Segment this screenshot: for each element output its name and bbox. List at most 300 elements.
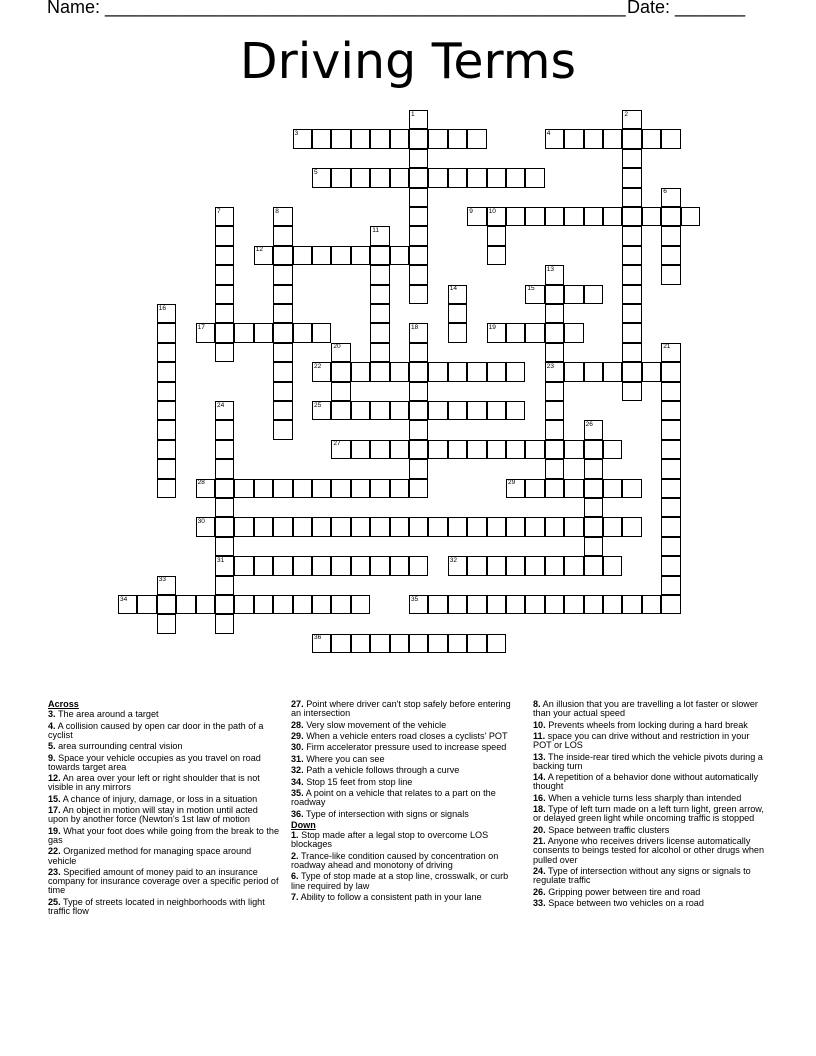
grid-cell[interactable]: [467, 129, 486, 148]
grid-cell[interactable]: [215, 207, 234, 226]
grid-cell[interactable]: [370, 479, 389, 498]
grid-cell[interactable]: [157, 343, 176, 362]
grid-cell[interactable]: [564, 479, 583, 498]
grid-cell[interactable]: [642, 362, 661, 381]
grid-cell[interactable]: [545, 265, 564, 284]
grid-cell[interactable]: [351, 556, 370, 575]
grid-cell[interactable]: [215, 226, 234, 245]
grid-cell[interactable]: [234, 556, 253, 575]
grid-cell[interactable]: [545, 362, 564, 381]
grid-cell[interactable]: [331, 129, 350, 148]
grid-cell[interactable]: [312, 479, 331, 498]
grid-cell[interactable]: [622, 323, 641, 342]
grid-cell[interactable]: [622, 207, 641, 226]
grid-cell[interactable]: [409, 362, 428, 381]
grid-cell[interactable]: [157, 323, 176, 342]
grid-cell[interactable]: [370, 440, 389, 459]
grid-cell[interactable]: [545, 556, 564, 575]
grid-cell[interactable]: [215, 517, 234, 536]
grid-cell[interactable]: [157, 382, 176, 401]
grid-cell[interactable]: [603, 129, 622, 148]
grid-cell[interactable]: [661, 517, 680, 536]
grid-cell[interactable]: [409, 634, 428, 653]
grid-cell[interactable]: [273, 285, 292, 304]
grid-cell[interactable]: [351, 440, 370, 459]
grid-cell[interactable]: [545, 459, 564, 478]
grid-cell[interactable]: [370, 634, 389, 653]
date-field-label[interactable]: Date: _______: [627, 0, 746, 17]
grid-cell[interactable]: [584, 440, 603, 459]
grid-cell[interactable]: [409, 382, 428, 401]
grid-cell[interactable]: [506, 479, 525, 498]
grid-cell[interactable]: [390, 246, 409, 265]
grid-cell[interactable]: [448, 556, 467, 575]
grid-cell[interactable]: [467, 634, 486, 653]
grid-cell[interactable]: [273, 401, 292, 420]
grid-cell[interactable]: [273, 304, 292, 323]
grid-cell[interactable]: [506, 207, 525, 226]
grid-cell[interactable]: [215, 343, 234, 362]
grid-cell[interactable]: [428, 440, 447, 459]
grid-cell[interactable]: [215, 401, 234, 420]
grid-cell[interactable]: [331, 382, 350, 401]
grid-cell[interactable]: [215, 595, 234, 614]
grid-cell[interactable]: [448, 634, 467, 653]
grid-cell[interactable]: [157, 479, 176, 498]
grid-cell[interactable]: [487, 556, 506, 575]
grid-cell[interactable]: [390, 401, 409, 420]
grid-cell[interactable]: [390, 634, 409, 653]
grid-cell[interactable]: [428, 168, 447, 187]
grid-cell[interactable]: [215, 323, 234, 342]
grid-cell[interactable]: [293, 595, 312, 614]
grid-cell[interactable]: [370, 401, 389, 420]
grid-cell[interactable]: [273, 595, 292, 614]
grid-cell[interactable]: [584, 285, 603, 304]
grid-cell[interactable]: [661, 382, 680, 401]
grid-cell[interactable]: [487, 168, 506, 187]
grid-cell[interactable]: [331, 168, 350, 187]
grid-cell[interactable]: [506, 323, 525, 342]
grid-cell[interactable]: [448, 304, 467, 323]
grid-cell[interactable]: [467, 595, 486, 614]
grid-cell[interactable]: [215, 556, 234, 575]
grid-cell[interactable]: [467, 401, 486, 420]
grid-cell[interactable]: [409, 343, 428, 362]
grid-cell[interactable]: [428, 517, 447, 536]
grid-cell[interactable]: [545, 304, 564, 323]
grid-cell[interactable]: [157, 459, 176, 478]
grid-cell[interactable]: [642, 129, 661, 148]
grid-cell[interactable]: [525, 285, 544, 304]
grid-cell[interactable]: [661, 226, 680, 245]
grid-cell[interactable]: [545, 129, 564, 148]
grid-cell[interactable]: [196, 517, 215, 536]
grid-cell[interactable]: [293, 129, 312, 148]
grid-cell[interactable]: [234, 595, 253, 614]
grid-cell[interactable]: [661, 207, 680, 226]
grid-cell[interactable]: [370, 362, 389, 381]
grid-cell[interactable]: [584, 517, 603, 536]
grid-cell[interactable]: [331, 246, 350, 265]
grid-cell[interactable]: [642, 207, 661, 226]
grid-cell[interactable]: [273, 517, 292, 536]
grid-cell[interactable]: [545, 440, 564, 459]
grid-cell[interactable]: [428, 401, 447, 420]
grid-cell[interactable]: [293, 246, 312, 265]
grid-cell[interactable]: [448, 285, 467, 304]
grid-cell[interactable]: [390, 440, 409, 459]
grid-cell[interactable]: [584, 459, 603, 478]
grid-cell[interactable]: [584, 498, 603, 517]
grid-cell[interactable]: [622, 382, 641, 401]
grid-cell[interactable]: [331, 517, 350, 536]
grid-cell[interactable]: [137, 595, 156, 614]
grid-cell[interactable]: [215, 537, 234, 556]
grid-cell[interactable]: [312, 168, 331, 187]
grid-cell[interactable]: [273, 343, 292, 362]
grid-cell[interactable]: [564, 362, 583, 381]
grid-cell[interactable]: [273, 420, 292, 439]
grid-cell[interactable]: [351, 129, 370, 148]
grid-cell[interactable]: [525, 207, 544, 226]
grid-cell[interactable]: [409, 246, 428, 265]
grid-cell[interactable]: [642, 595, 661, 614]
grid-cell[interactable]: [312, 362, 331, 381]
grid-cell[interactable]: [215, 246, 234, 265]
grid-cell[interactable]: [196, 479, 215, 498]
grid-cell[interactable]: [215, 265, 234, 284]
grid-cell[interactable]: [370, 285, 389, 304]
grid-cell[interactable]: [622, 343, 641, 362]
grid-cell[interactable]: [331, 401, 350, 420]
grid-cell[interactable]: [351, 479, 370, 498]
grid-cell[interactable]: [622, 595, 641, 614]
grid-cell[interactable]: [506, 168, 525, 187]
grid-cell[interactable]: [312, 556, 331, 575]
grid-cell[interactable]: [661, 401, 680, 420]
grid-cell[interactable]: [254, 517, 273, 536]
grid-cell[interactable]: [564, 285, 583, 304]
grid-cell[interactable]: [157, 576, 176, 595]
grid-cell[interactable]: [273, 265, 292, 284]
grid-cell[interactable]: [390, 362, 409, 381]
grid-cell[interactable]: [390, 479, 409, 498]
grid-cell[interactable]: [234, 479, 253, 498]
grid-cell[interactable]: [584, 420, 603, 439]
grid-cell[interactable]: [661, 595, 680, 614]
grid-cell[interactable]: [525, 168, 544, 187]
grid-cell[interactable]: [622, 517, 641, 536]
grid-cell[interactable]: [409, 110, 428, 129]
grid-cell[interactable]: [273, 382, 292, 401]
grid-cell[interactable]: [584, 595, 603, 614]
grid-cell[interactable]: [622, 226, 641, 245]
grid-cell[interactable]: [661, 343, 680, 362]
grid-cell[interactable]: [215, 576, 234, 595]
grid-cell[interactable]: [157, 595, 176, 614]
grid-cell[interactable]: [545, 207, 564, 226]
grid-cell[interactable]: [661, 440, 680, 459]
grid-cell[interactable]: [409, 595, 428, 614]
grid-cell[interactable]: [622, 479, 641, 498]
grid-cell[interactable]: [351, 517, 370, 536]
grid-cell[interactable]: [584, 129, 603, 148]
grid-cell[interactable]: [312, 129, 331, 148]
grid-cell[interactable]: [331, 440, 350, 459]
grid-cell[interactable]: [293, 556, 312, 575]
grid-cell[interactable]: [215, 479, 234, 498]
grid-cell[interactable]: [487, 517, 506, 536]
grid-cell[interactable]: [564, 517, 583, 536]
grid-cell[interactable]: [409, 479, 428, 498]
grid-cell[interactable]: [215, 420, 234, 439]
grid-cell[interactable]: [603, 556, 622, 575]
grid-cell[interactable]: [467, 440, 486, 459]
grid-cell[interactable]: [681, 207, 700, 226]
grid-cell[interactable]: [234, 323, 253, 342]
grid-cell[interactable]: [448, 440, 467, 459]
grid-cell[interactable]: [331, 343, 350, 362]
grid-cell[interactable]: [370, 304, 389, 323]
grid-cell[interactable]: [370, 517, 389, 536]
grid-cell[interactable]: [545, 323, 564, 342]
grid-cell[interactable]: [428, 129, 447, 148]
grid-cell[interactable]: [564, 440, 583, 459]
grid-cell[interactable]: [467, 207, 486, 226]
grid-cell[interactable]: [525, 479, 544, 498]
grid-cell[interactable]: [622, 110, 641, 129]
grid-cell[interactable]: [661, 556, 680, 575]
grid-cell[interactable]: [564, 556, 583, 575]
grid-cell[interactable]: [273, 207, 292, 226]
grid-cell[interactable]: [525, 323, 544, 342]
grid-cell[interactable]: [622, 265, 641, 284]
grid-cell[interactable]: [370, 168, 389, 187]
grid-cell[interactable]: [448, 401, 467, 420]
grid-cell[interactable]: [661, 459, 680, 478]
grid-cell[interactable]: [622, 246, 641, 265]
grid-cell[interactable]: [312, 517, 331, 536]
grid-cell[interactable]: [409, 440, 428, 459]
grid-cell[interactable]: [467, 556, 486, 575]
grid-cell[interactable]: [409, 556, 428, 575]
grid-cell[interactable]: [487, 362, 506, 381]
grid-cell[interactable]: [622, 188, 641, 207]
grid-cell[interactable]: [525, 595, 544, 614]
grid-cell[interactable]: [254, 323, 273, 342]
grid-cell[interactable]: [448, 129, 467, 148]
grid-cell[interactable]: [293, 479, 312, 498]
grid-cell[interactable]: [487, 226, 506, 245]
grid-cell[interactable]: [448, 323, 467, 342]
grid-cell[interactable]: [661, 420, 680, 439]
grid-cell[interactable]: [390, 556, 409, 575]
grid-cell[interactable]: [506, 556, 525, 575]
grid-cell[interactable]: [409, 517, 428, 536]
grid-cell[interactable]: [409, 149, 428, 168]
grid-cell[interactable]: [545, 479, 564, 498]
grid-cell[interactable]: [525, 556, 544, 575]
grid-cell[interactable]: [157, 401, 176, 420]
grid-cell[interactable]: [254, 246, 273, 265]
grid-cell[interactable]: [448, 517, 467, 536]
grid-cell[interactable]: [312, 401, 331, 420]
grid-cell[interactable]: [467, 168, 486, 187]
grid-cell[interactable]: [370, 129, 389, 148]
grid-cell[interactable]: [603, 595, 622, 614]
grid-cell[interactable]: [487, 323, 506, 342]
grid-cell[interactable]: [622, 362, 641, 381]
grid-cell[interactable]: [409, 129, 428, 148]
grid-cell[interactable]: [428, 595, 447, 614]
grid-cell[interactable]: [661, 498, 680, 517]
grid-cell[interactable]: [157, 614, 176, 633]
grid-cell[interactable]: [506, 517, 525, 536]
grid-cell[interactable]: [487, 246, 506, 265]
grid-cell[interactable]: [661, 362, 680, 381]
grid-cell[interactable]: [409, 420, 428, 439]
name-field-label[interactable]: Name: ____________________________________________________: [47, 0, 626, 17]
grid-cell[interactable]: [254, 595, 273, 614]
grid-cell[interactable]: [157, 440, 176, 459]
grid-cell[interactable]: [622, 304, 641, 323]
grid-cell[interactable]: [351, 634, 370, 653]
grid-cell[interactable]: [661, 576, 680, 595]
grid-cell[interactable]: [603, 207, 622, 226]
grid-cell[interactable]: [331, 595, 350, 614]
grid-cell[interactable]: [351, 168, 370, 187]
grid-cell[interactable]: [409, 188, 428, 207]
grid-cell[interactable]: [312, 246, 331, 265]
grid-cell[interactable]: [196, 595, 215, 614]
grid-cell[interactable]: [370, 556, 389, 575]
grid-cell[interactable]: [351, 362, 370, 381]
grid-cell[interactable]: [215, 614, 234, 633]
grid-cell[interactable]: [215, 304, 234, 323]
grid-cell[interactable]: [564, 323, 583, 342]
grid-cell[interactable]: [545, 517, 564, 536]
grid-cell[interactable]: [215, 459, 234, 478]
grid-cell[interactable]: [448, 595, 467, 614]
grid-cell[interactable]: [118, 595, 137, 614]
grid-cell[interactable]: [273, 226, 292, 245]
grid-cell[interactable]: [331, 556, 350, 575]
grid-cell[interactable]: [370, 343, 389, 362]
grid-cell[interactable]: [273, 556, 292, 575]
grid-cell[interactable]: [545, 595, 564, 614]
grid-cell[interactable]: [370, 323, 389, 342]
grid-cell[interactable]: [545, 285, 564, 304]
grid-cell[interactable]: [409, 459, 428, 478]
grid-cell[interactable]: [661, 265, 680, 284]
grid-cell[interactable]: [564, 129, 583, 148]
grid-cell[interactable]: [215, 440, 234, 459]
grid-cell[interactable]: [293, 517, 312, 536]
grid-cell[interactable]: [661, 129, 680, 148]
grid-cell[interactable]: [661, 479, 680, 498]
grid-cell[interactable]: [409, 401, 428, 420]
grid-cell[interactable]: [312, 634, 331, 653]
grid-cell[interactable]: [409, 285, 428, 304]
grid-cell[interactable]: [176, 595, 195, 614]
grid-cell[interactable]: [293, 323, 312, 342]
grid-cell[interactable]: [196, 323, 215, 342]
grid-cell[interactable]: [545, 382, 564, 401]
grid-cell[interactable]: [506, 401, 525, 420]
grid-cell[interactable]: [157, 362, 176, 381]
grid-cell[interactable]: [545, 343, 564, 362]
grid-cell[interactable]: [603, 517, 622, 536]
grid-cell[interactable]: [351, 246, 370, 265]
grid-cell[interactable]: [506, 440, 525, 459]
grid-cell[interactable]: [215, 285, 234, 304]
grid-cell[interactable]: [622, 168, 641, 187]
grid-cell[interactable]: [331, 479, 350, 498]
grid-cell[interactable]: [273, 479, 292, 498]
grid-cell[interactable]: [331, 362, 350, 381]
grid-cell[interactable]: [370, 226, 389, 245]
grid-cell[interactable]: [157, 304, 176, 323]
grid-cell[interactable]: [428, 634, 447, 653]
grid-cell[interactable]: [487, 440, 506, 459]
grid-cell[interactable]: [487, 634, 506, 653]
grid-cell[interactable]: [331, 634, 350, 653]
grid-cell[interactable]: [564, 595, 583, 614]
grid-cell[interactable]: [234, 517, 253, 536]
grid-cell[interactable]: [487, 595, 506, 614]
grid-cell[interactable]: [603, 440, 622, 459]
grid-cell[interactable]: [545, 420, 564, 439]
grid-cell[interactable]: [390, 129, 409, 148]
grid-cell[interactable]: [506, 362, 525, 381]
grid-cell[interactable]: [448, 168, 467, 187]
grid-cell[interactable]: [409, 207, 428, 226]
grid-cell[interactable]: [467, 517, 486, 536]
grid-cell[interactable]: [506, 595, 525, 614]
grid-cell[interactable]: [487, 207, 506, 226]
grid-cell[interactable]: [487, 401, 506, 420]
grid-cell[interactable]: [661, 246, 680, 265]
grid-cell[interactable]: [409, 226, 428, 245]
grid-cell[interactable]: [622, 129, 641, 148]
grid-cell[interactable]: [448, 362, 467, 381]
grid-cell[interactable]: [584, 537, 603, 556]
grid-cell[interactable]: [390, 517, 409, 536]
grid-cell[interactable]: [603, 362, 622, 381]
grid-cell[interactable]: [661, 537, 680, 556]
grid-cell[interactable]: [370, 265, 389, 284]
grid-cell[interactable]: [545, 401, 564, 420]
grid-cell[interactable]: [409, 168, 428, 187]
grid-cell[interactable]: [428, 362, 447, 381]
grid-cell[interactable]: [584, 362, 603, 381]
grid-cell[interactable]: [622, 149, 641, 168]
grid-cell[interactable]: [603, 479, 622, 498]
grid-cell[interactable]: [157, 420, 176, 439]
grid-cell[interactable]: [584, 207, 603, 226]
grid-cell[interactable]: [661, 188, 680, 207]
grid-cell[interactable]: [390, 168, 409, 187]
grid-cell[interactable]: [409, 265, 428, 284]
grid-cell[interactable]: [525, 440, 544, 459]
grid-cell[interactable]: [525, 517, 544, 536]
grid-cell[interactable]: [312, 323, 331, 342]
grid-cell[interactable]: [467, 362, 486, 381]
grid-cell[interactable]: [584, 556, 603, 575]
grid-cell[interactable]: [215, 498, 234, 517]
grid-cell[interactable]: [409, 323, 428, 342]
